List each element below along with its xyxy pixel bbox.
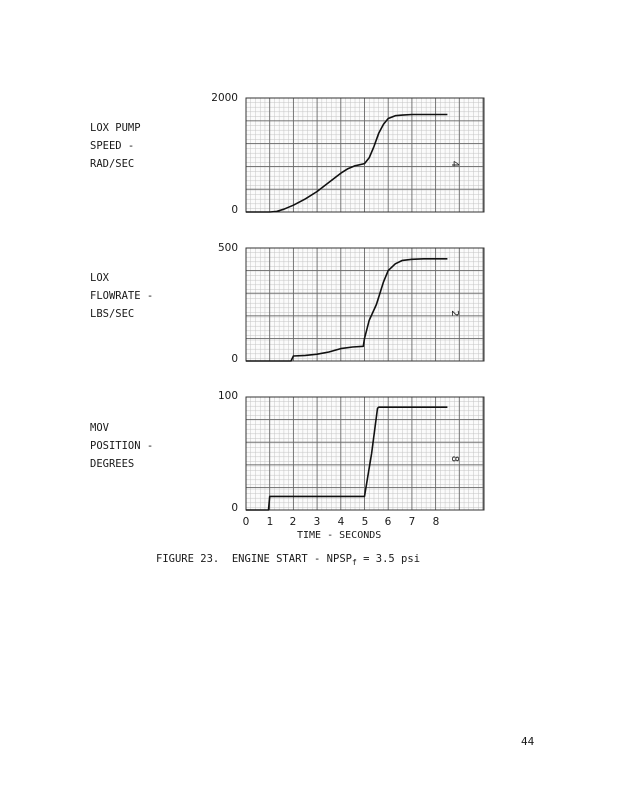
chart3-ytick-min: 0	[231, 502, 238, 514]
caption-suffix: = 3.5 psi	[356, 553, 421, 565]
chart1-ytick-max: 2000	[211, 92, 238, 104]
xtick-0: 0	[242, 516, 250, 528]
chart2-ytick-max: 500	[217, 242, 238, 254]
chart1-plot-area	[246, 98, 484, 212]
xtick-4: 4	[337, 516, 345, 528]
caption-prefix: FIGURE 23. ENGINE START - NPSP	[156, 553, 352, 565]
chart1-ytick-min: 0	[231, 204, 238, 216]
page-number: 44	[521, 735, 535, 748]
xtick-5: 5	[361, 516, 369, 528]
x-axis-label: TIME - SECONDS	[297, 530, 382, 541]
caption-subscript: f	[351, 558, 357, 568]
chart1-ylabel: LOX PUMP SPEED - RAD/SEC	[90, 122, 141, 170]
chart1-trace-annotation: 4	[449, 160, 461, 168]
chart2-ytick-min: 0	[231, 353, 238, 365]
chart3-trace-annotation: 8	[449, 455, 461, 463]
chart2-ylabel: LOX FLOWRATE - LBS/SEC	[90, 272, 154, 320]
figure-caption	[156, 553, 420, 567]
xtick-2: 2	[289, 516, 297, 528]
chart2-plot-area	[246, 248, 484, 361]
xtick-3: 3	[313, 516, 321, 528]
chart3-ytick-max: 100	[217, 390, 238, 402]
xtick-6: 6	[384, 516, 392, 528]
xtick-1: 1	[266, 516, 274, 528]
chart3-ylabel: MOV POSITION - DEGREES	[90, 422, 154, 470]
xtick-8: 8	[432, 516, 440, 528]
xtick-7: 7	[408, 516, 416, 528]
chart2-trace-annotation: 2	[449, 310, 461, 317]
